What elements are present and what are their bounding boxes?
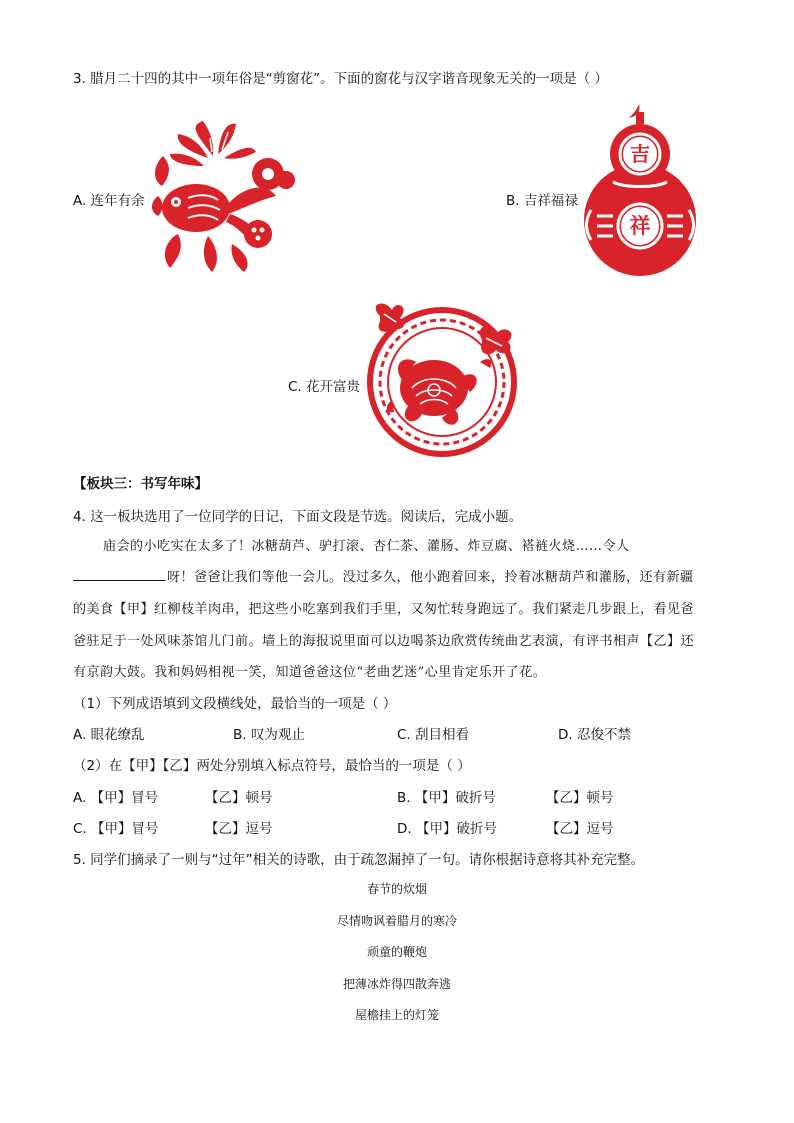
q4-sub1-stem: （1）下列成语填到文段横线处，最恰当的一项是（ ）	[73, 696, 397, 712]
peony-butterfly-papercut-image	[362, 296, 522, 458]
q3-stem: 3. 腊月二十四的其中一项年俗是“剪窗花”。下面的窗花与汉字谐音现象无关的一项是（ ）	[73, 71, 608, 87]
gourd-char-top: 吉	[630, 142, 650, 166]
q4-stem: 4. 这一板块选用了一位同学的日记，下面文段是节选。阅读后，完成小题。	[73, 509, 523, 525]
q4-sub1-option-c: C. 刮目相看	[397, 727, 470, 743]
q4-sub2-option-a-yi: 【乙】顿号	[205, 790, 273, 806]
q4-sub2-option-b-jia: B. 【甲】破折号	[397, 790, 496, 806]
q4-sub2-option-c-yi: 【乙】逗号	[205, 821, 273, 837]
poem-line: 尽情吻讽着腊月的寒冷	[336, 914, 457, 928]
q4-sub2-stem: （2）在【甲】【乙】两处分别填入标点符号，最恰当的一项是（ ）	[73, 758, 471, 774]
q4-sub1-option-a: A. 眼花缭乱	[73, 727, 145, 743]
poem-line: 春节的炊烟	[366, 882, 427, 896]
q5-stem: 5. 同学们摘录了一则与“过年”相关的诗歌，由于疏忽漏掉了一句。请你根据诗意将其补充完整。	[73, 852, 645, 868]
q4-sub1-option-d: D. 忍俊不禁	[558, 727, 631, 743]
q3-option-b: B. 吉祥福禄	[506, 193, 578, 209]
q4-sub1-option-b: B. 叹为观止	[233, 727, 305, 743]
diary-line-3: 的美食【甲】红柳枝羊肉串，把这些小吃塞到我们手里，又匆忙转身跑远了。我们紧走几步跟上，看见爸	[73, 602, 695, 617]
poem-line: 顽童的鞭炮	[366, 945, 427, 959]
q4-sub2-option-c-jia: C. 【甲】冒号	[73, 821, 159, 837]
poem-line: 屋檐挂上的灯笼	[354, 1008, 439, 1022]
diary-line-1: 庙会的小吃实在太多了！冰糖葫芦、驴打滚、杏仁茶、灌肠、炸豆腐、褡裢火烧……令人	[103, 539, 630, 554]
fish-lotus-papercut-image	[148, 116, 298, 274]
section-title: 【板块三：书写年味】	[73, 476, 208, 492]
diary-line-5: 有京韵大鼓。我和妈妈相视一笑，知道爸爸这位“老曲艺迷”心里肯定乐开了花。	[73, 665, 547, 680]
gourd-char-bottom: 祥	[629, 213, 651, 238]
diary-line-4: 爸驻足于一处风味茶馆儿门前。墙上的海报说里面可以边喝茶边欣赏传统曲艺表演，有评书相声【乙】还	[73, 634, 695, 649]
q3-option-c: C. 花开富贵	[288, 379, 361, 395]
q4-sub2-option-d-jia: D. 【甲】破折号	[397, 821, 497, 837]
q4-sub2-option-a-jia: A. 【甲】冒号	[73, 790, 159, 806]
diary-line-2-text: 呀！爸爸让我们等他一会儿。没过多久，他小跑着回来，拎着冰糖葫芦和灌肠，还有新疆	[167, 570, 694, 585]
fill-in-blank	[73, 568, 165, 581]
gourd-papercut-image	[581, 102, 701, 282]
poem-line: 把薄冰炸得四散奔逃	[342, 977, 451, 991]
diary-line-2	[73, 566, 694, 585]
q4-sub2-option-d-yi: 【乙】逗号	[546, 821, 614, 837]
q3-option-a: A. 连年有余	[73, 193, 145, 209]
q4-sub2-option-b-yi: 【乙】顿号	[546, 790, 614, 806]
